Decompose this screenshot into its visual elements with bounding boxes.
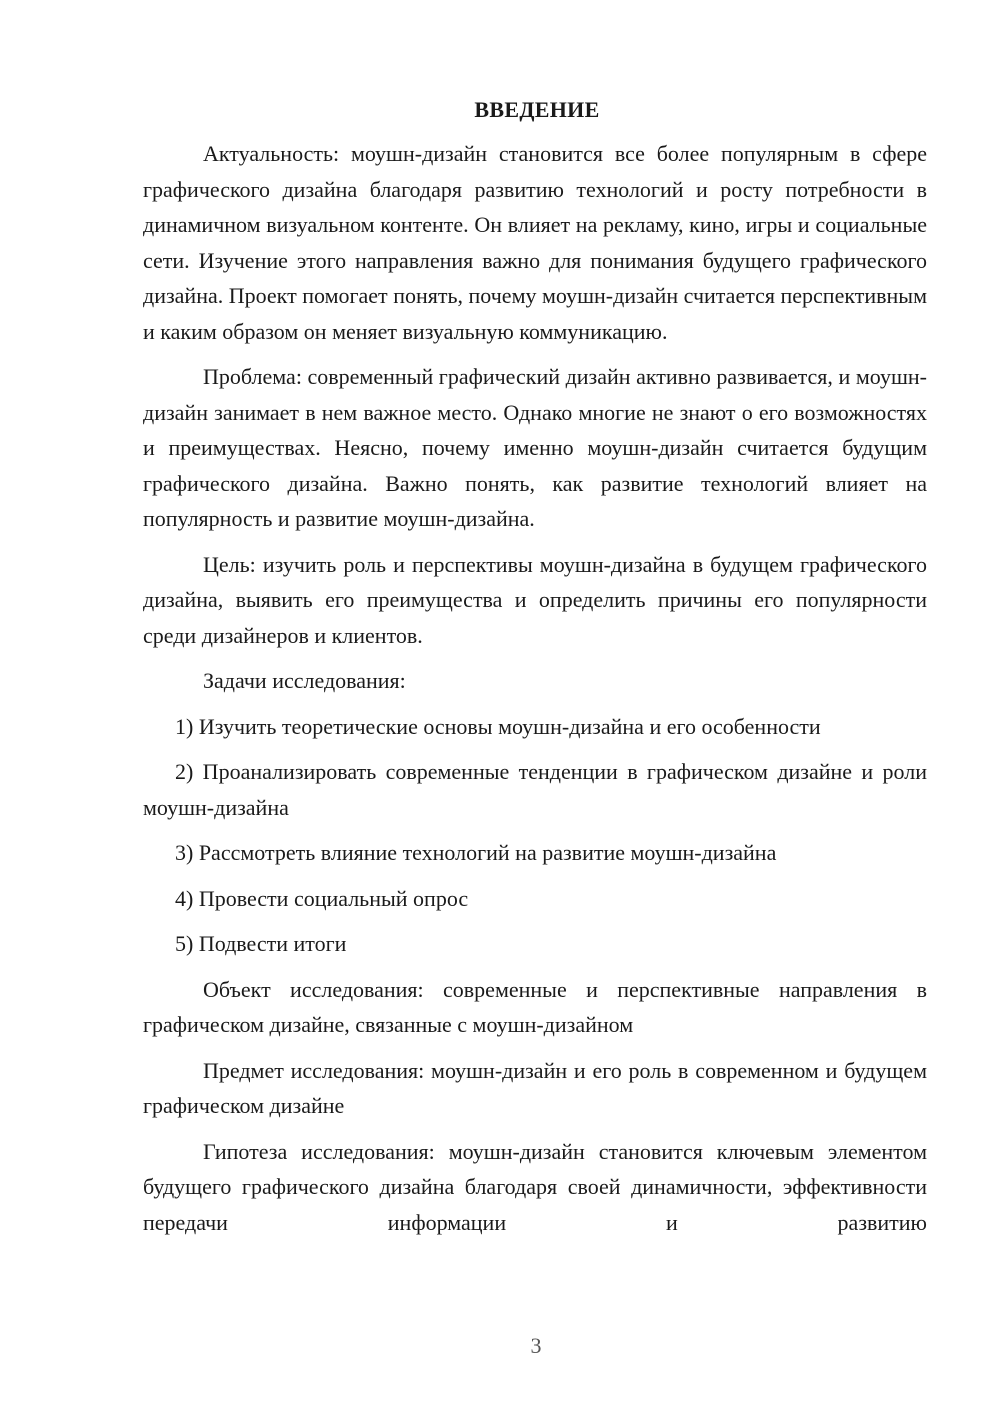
list-item: 4) Провести социальный опрос xyxy=(175,885,469,911)
page-content xyxy=(143,95,927,1240)
list-item: 3) Рассмотреть влияние технологий на развитие моушн-дизайна xyxy=(175,840,777,865)
list-item: 1) Изучить теоретические основы моушн-дизайна и его особенности xyxy=(175,713,821,739)
paragraph-problem: Проблема: современный графический дизайн активно развивается, и моушн-дизайн занимает в нем важное место. Однако многие не знают о его возможностях и преимуществах. Неясно, почему именно моушн-дизайн считается будущим графического дизайна. Важно понять, как развитие технологий влияет на популярность и развитие моушн-дизайна. xyxy=(143,364,927,531)
paragraph-goal: Цель: изучить роль и перспективы моушн-дизайна в будущем графического дизайна, выявить его преимущества и определить причины его популярности среди дизайнеров и клиентов. xyxy=(143,551,927,648)
paragraph-hypothesis: Гипотеза исследования: моушн-дизайн становится ключевым элементом будущего графического дизайна благодаря своей динамичности, эффективности передачи информации и развитию xyxy=(143,1138,927,1235)
paragraph-relevance: Актуальность: моушн-дизайн становится все более популярным в сфере графического дизайна благодаря развитию технологий и росту потребности в динамичном визуальном контенте. Он влияет на рекламу, кино, игры и социальные сети. Изучение этого направления важно для понимания будущего графического дизайна. Проект помогает понять, почему моушн-дизайн считается перспективным и каким образом он меняет визуальную коммуникацию. xyxy=(143,141,927,344)
section-title: ВВЕДЕНИЕ xyxy=(474,97,600,122)
tasks-label: Задачи исследования: xyxy=(203,668,406,693)
paragraph-object: Объект исследования: современные и перспективные направления в графическом дизайне, связанные с моушн-дизайном xyxy=(143,976,927,1037)
page-number: 3 xyxy=(530,1333,542,1358)
paragraph-subject: Предмет исследования: моушн-дизайн и его роль в современном и будущем графическом дизайне xyxy=(143,1057,927,1118)
tasks-list xyxy=(143,709,927,962)
list-item: 2) Проанализировать современные тенденции в графическом дизайне и роли моушн-дизайна xyxy=(143,759,927,820)
list-item: 5) Подвести итоги xyxy=(175,931,347,956)
